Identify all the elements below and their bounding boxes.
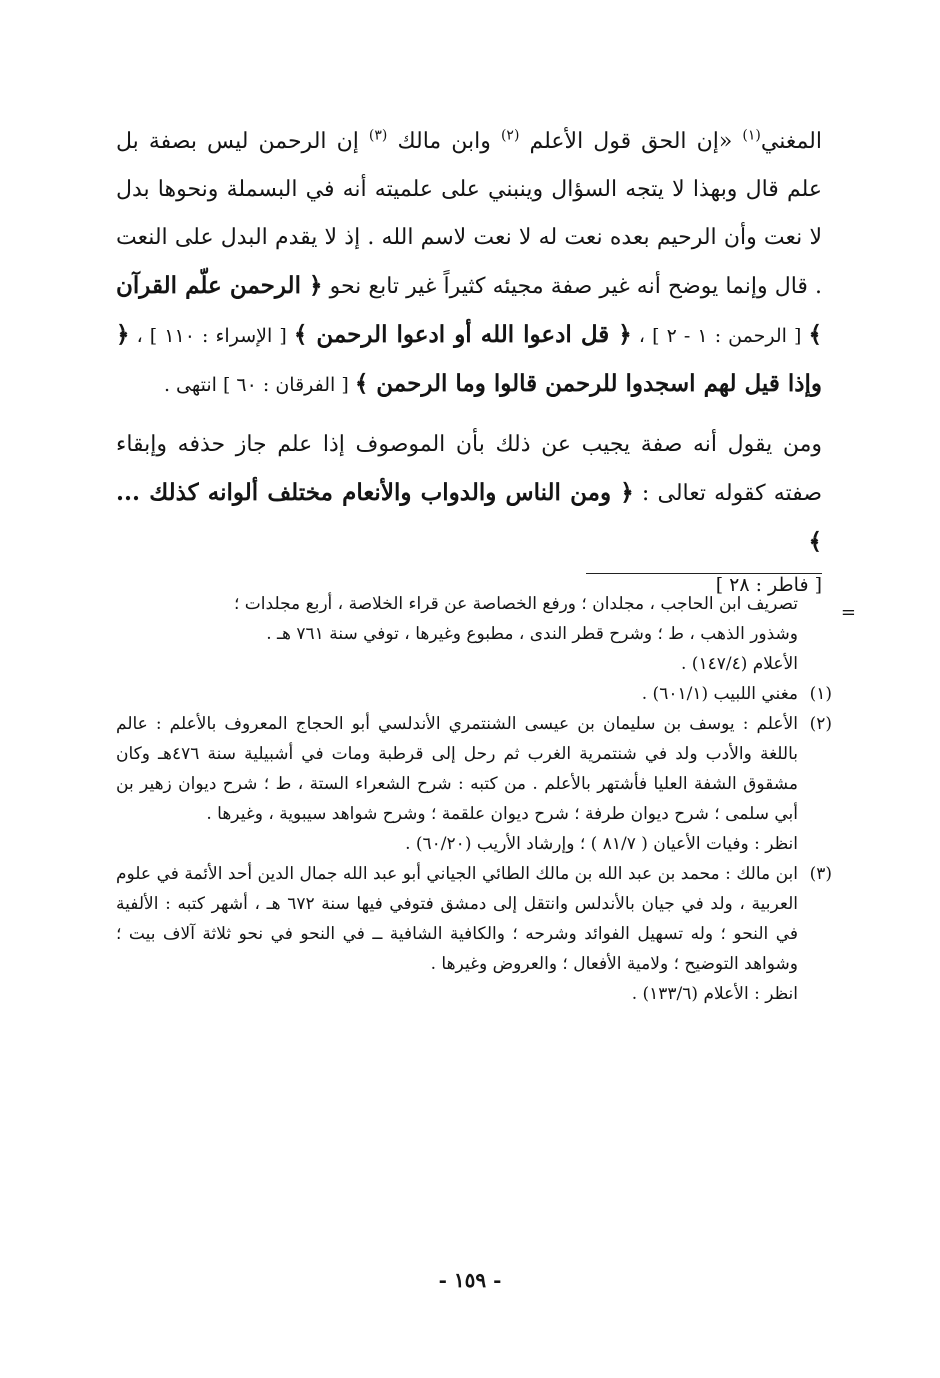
verse-reference: [ الإسراء : ١١٠ ] ، [129, 325, 294, 347]
footnote-line: الأعلام (١٤٧/٤) . [681, 654, 798, 674]
footnote-body [116, 859, 798, 1009]
footnote-3 [116, 859, 832, 1009]
quran-verse: ﴿ ومن الناس والدواب والأنعام مختلف ألوانه كذلك ... ﴾ [116, 479, 822, 555]
text-run: وابن مالك [387, 129, 501, 154]
footnote-ref-1: (١) [742, 127, 761, 144]
text-run: ومن يقول أنه صفة يجيب عن ذلك بأن الموصوف إذا علم جاز حذفه وإبقاء صفته كقوله تعالى : [116, 432, 822, 506]
verse-reference: [ الرحمن : ١ - ٢ ] ، [631, 325, 809, 347]
footnote-line: الأعلم : يوسف بن سليمان بن عيسى الشنتمري الأندلسي أبو الحجاج المعروف بالأعلم : عالم باللغة والأدب ولد في شنتمرية الغرب ثم رحل إلى قرطبة ومات في أشبيلية سنة ٤٧٦هـ وكان مشقوق الشفة العليا فأشتهر بالأعلم . من كتبه : شرح الشعراء الستة ، ط ؛ شرح ديوان زهير بن أبي سلمى ؛ شرح ديوان طرفة ؛ شرح ديوان علقمة ؛ وشرح شواهد سيبوية ، وغيرها . [116, 714, 798, 824]
footnote-number: (١) [809, 684, 832, 704]
footnote-line: انظر : وفيات الأعيان ( ٨١/٧ ) ؛ وإرشاد الأريب (٦٠/٢٠) . [405, 834, 798, 854]
footnotes [116, 589, 832, 1009]
verse-reference: [ فاطر : ٢٨ ] [715, 574, 822, 596]
footnote-body [116, 709, 798, 859]
continuation-mark: = [840, 602, 856, 623]
footnote-2 [116, 709, 832, 859]
footnote-1 [116, 679, 832, 709]
paragraph-1 [116, 118, 822, 409]
verse-reference: [ الفرقان : ٦٠ ] انتهى . [163, 374, 355, 396]
paragraph-2 [116, 421, 822, 567]
quran-verse: ﴿ وإذا قيل لهم اسجدوا للرحمن قالوا وما الرحمن ﴾ [116, 321, 822, 397]
footnote-line: تصريف ابن الحاجب ، مجلدان ؛ ورفع الخصاصة عن قراء الخلاصة ، أربع مجلدات ؛ [234, 594, 798, 614]
text-run: «إن الحق قول الأعلم [519, 129, 743, 154]
quran-verse: ﴿ الرحمن علّم القرآن ﴾ [116, 272, 822, 348]
footnote-separator [586, 573, 822, 574]
footnote-number: (٣) [809, 864, 832, 884]
footnote-line: مغني اللبيب (٦٠١/١) . [641, 684, 798, 704]
page-number: - ١٥٩ - [438, 1268, 502, 1292]
text-run: المغني [760, 129, 822, 154]
text-run: إن الرحمن ليس بصفة بل علم قال وبهذا لا يتجه السؤال وينبني على علميته أنه في البسملة ونحوها بدل لا نعت وأن الرحيم بعده نعت له لا نعت لاسم الله . إذ لا يقدم البدل على النعت . قال وإنما يوضح أنه غير صفة مجيئه كثيراً غير تابع نحو [116, 129, 822, 299]
footnote-ref-3: (٣) [368, 127, 388, 144]
footnote-number: (٢) [809, 714, 832, 734]
footnote-line: وشذور الذهب ، ط ؛ وشرح قطر الندى ، مطبوع وغيرها ، توفي سنة ٧٦١ هـ . [266, 624, 798, 644]
footnote-continuation [116, 589, 832, 679]
footnote-line: انظر : الأعلام (١٣٣/٦) . [631, 984, 798, 1004]
main-text [116, 118, 822, 604]
quran-verse: ﴿ قل ادعوا الله أو ادعوا الرحمن ﴾ [293, 321, 632, 348]
footnote-ref-2: (٢) [500, 127, 520, 144]
footnote-line: ابن مالك : محمد بن عبد الله بن مالك الطائي الجياني أبو عبد الله جمال الدين أحد الأئمة في علوم العربية ، ولد في جيان بالأندلس وانتقل إلى دمشق فتوفي فيها سنة ٦٧٢ هـ ، أشهر كتبه : الألفية في النحو ؛ وله تسهيل الفوائد وشرحه ؛ والكافية الشافية ــ في النحو في نحو ثلاثة آلاف بيت ؛ وشواهد التوضيح ؛ ولامية الأفعال ؛ والعروض وغيرها . [116, 864, 798, 974]
footnote-body [116, 679, 798, 709]
